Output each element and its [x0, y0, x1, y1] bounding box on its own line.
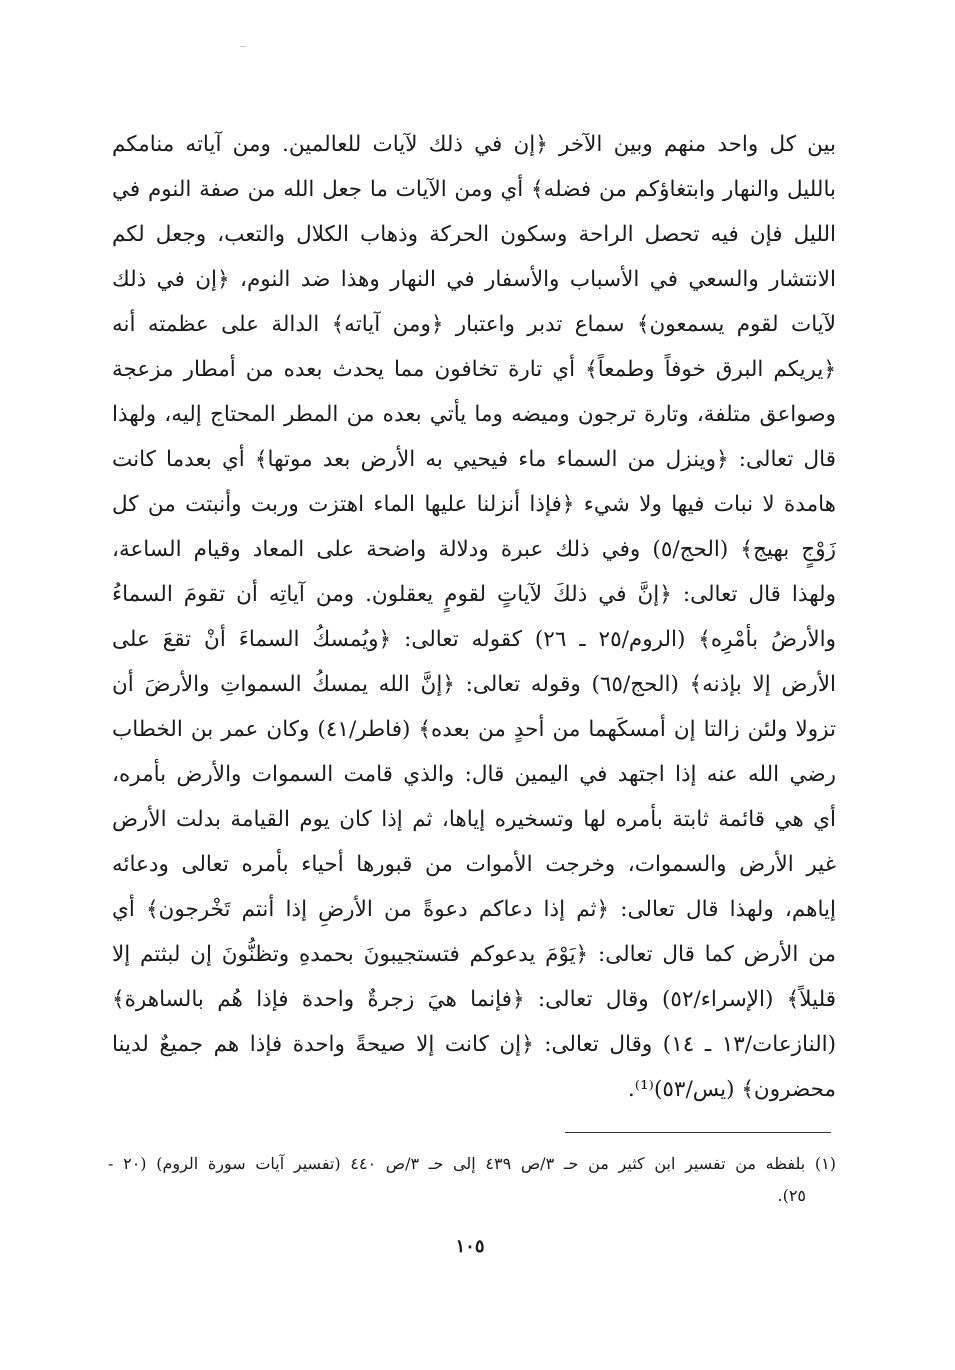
text-line: قليلاً﴾ (الإسراء/٥٢) وقال تعالى: ﴿فإنما هيَ زجرةٌ واحدة فإذا هُم بالساهرة﴾ [112, 987, 836, 1012]
text-line: ولهذا قال تعالى: ﴿إنَّ في ذلكَ لآياتٍ لقومٍ يعقلون. ومن آياتِه أن تقومَ السماءُ [112, 582, 836, 607]
text-line: تزولا ولئن زالتا إن أمسكَهما من أحدٍ من بعده﴾ (فاطر/٤١) وكان عمر بن الخطاب [112, 717, 836, 742]
page-number: ١٠٥ [455, 1236, 485, 1257]
main-text-block [112, 122, 836, 1112]
text-line: بالليل والنهار وابتغاؤكم من فضله﴾ أي ومن الآيات ما جعل الله من صفة النوم في [112, 177, 836, 202]
text-line: (النازعات/١٣ ـ ١٤) وقال تعالى: ﴿إن كانت إلا صيحةً واحدة فإذا هم جميعٌ لدينا [112, 1032, 836, 1057]
text-line: من الأرض كما قال تعالى: ﴿يَوْمَ يدعوكم فتستجيبونَ بحمدهِ وتظنُّونَ إن لبثتم إلا [112, 942, 836, 967]
footnote-separator [565, 1132, 831, 1133]
text-line: إياهم، ولهذا قال تعالى: ﴿ثم إذا دعاكم دعوةً من الأرضِ إذا أنتم تَخْرجون﴾ أي [112, 897, 836, 922]
text-line: رضي الله عنه إذا اجتهد في اليمين قال: والذي قامت السموات والأرض بأمره، [112, 762, 836, 787]
footnotes [108, 1148, 836, 1212]
text-line: ﴿يريكم البرق خوفاً وطمعاً﴾ أي تارة تخافون مما يحدث بعده من أمطار مزعجة [112, 357, 836, 382]
text-line: أي هي قائمة ثابتة بأمره لها وتسخيره إياها، ثم إذا كان يوم القيامة بدلت الأرض [112, 807, 836, 832]
text-line: غير الأرض والسموات، وخرجت الأموات من قبورها أحياء بأمره تعالى ودعائه [112, 852, 836, 877]
text-line: زَوْجٍ بهيج﴾ (الحج/٥) وفي ذلك عبرة ودلالة واضحة على المعاد وقيام الساعة، [112, 537, 836, 562]
text-line: والأرضُ بأمْرِه﴾ (الروم/٢٥ ـ ٢٦) كقوله تعالى: ﴿ويُمسكُ السماءَ أنْ تقعَ على [112, 627, 836, 652]
text-line: بين كل واحد منهم وبين الآخر ﴿إن في ذلك لآيات للعالمين. ومن آياته منامكم [112, 132, 836, 157]
text-line: هامدة لا نبات فيها ولا شيء ﴿فإذا أنزلنا عليها الماء اهتزت وربت وأنبتت من كل [112, 492, 836, 517]
footnote-line: ٢٥). [777, 1186, 806, 1205]
text-line: وصواعق متلفة، وتارة ترجون وميضه وما يأتي بعده من المطر المحتاج إليه، ولهذا [112, 402, 836, 427]
text-line: قال تعالى: ﴿وينزل من السماء ماء فيحيي به الأرض بعد موتها﴾ أي بعدما كانت [112, 447, 836, 472]
text-line: محضرون﴾ (يس/٥٣)⁽¹⁾. [627, 1077, 836, 1102]
text-line: لآيات لقوم يسمعون﴾ سماع تدبر واعتبار ﴿ومن آياته﴾ الدالة على عظمته أنه [112, 312, 836, 337]
text-line: الليل فإن فيه تحصل الراحة وسكون الحركة وذهاب الكلال والتعب، وجعل لكم [112, 222, 836, 247]
scan-mark [240, 46, 246, 47]
text-line: الانتشار والسعي في الأسباب والأسفار في النهار وهذا ضد النوم، ﴿إن في ذلك [112, 267, 836, 292]
footnote-line: (١) بلفظه من تفسير ابن كثير من حـ ٣/ص ٤٣٩ إلى حـ ٣/ص ٤٤٠ (تفسير آيات سورة الروم) (٢٠ - [108, 1154, 836, 1173]
text-line: الأرض إلا بإذنه﴾ (الحج/٦٥) وقوله تعالى: ﴿إنَّ الله يمسكُ السمواتِ والأرضَ أن [112, 672, 836, 697]
